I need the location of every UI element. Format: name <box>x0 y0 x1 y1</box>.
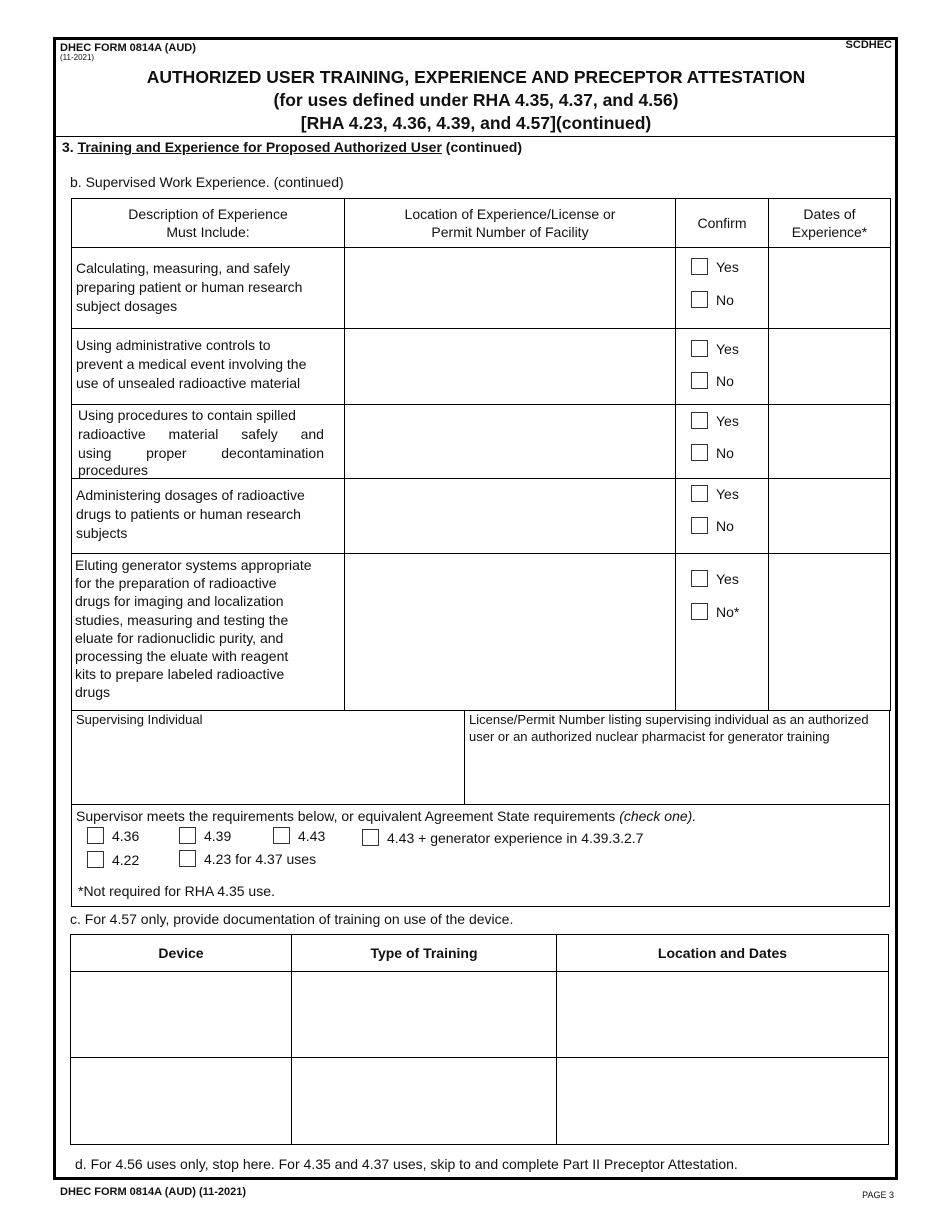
confirm-no-5[interactable]: No* <box>691 603 739 620</box>
device-training-table <box>70 934 889 1145</box>
checkbox-4-43-generator[interactable] <box>362 829 379 846</box>
license-permit-input[interactable] <box>467 764 887 802</box>
checkbox-yes-4[interactable] <box>691 485 708 502</box>
checkbox-4-22[interactable] <box>87 851 104 868</box>
checkbox-4-36[interactable] <box>87 827 104 844</box>
form-revision: (11-2021) <box>60 53 95 62</box>
checkbox-no-4[interactable] <box>691 517 708 534</box>
header-location-and-dates: Location and Dates <box>557 935 889 972</box>
title-divider <box>56 136 896 137</box>
part-b-label: b. Supervised Work Experience. (continued) <box>70 174 344 190</box>
confirm-yes-5[interactable]: Yes <box>691 570 739 587</box>
location-input-3[interactable] <box>345 405 676 479</box>
footer-page-number: PAGE 3 <box>862 1190 894 1200</box>
section-number: 3. <box>62 139 74 155</box>
header-type-of-training: Type of Training <box>292 935 557 972</box>
dates-input-2[interactable] <box>769 329 891 405</box>
agency-name: SCDHEC <box>845 39 892 51</box>
location-dates-input-1[interactable] <box>557 972 889 1058</box>
confirm-no-2[interactable]: No <box>691 372 734 389</box>
location-dates-input-2[interactable] <box>557 1058 889 1145</box>
device-input-2[interactable] <box>71 1058 292 1145</box>
check-one-note: (check one). <box>619 808 697 824</box>
table-header-row <box>72 199 891 248</box>
form-title-line-1: AUTHORIZED USER TRAINING, EXPERIENCE AND PRECEPTOR ATTESTATION <box>146 67 806 87</box>
supervisor-statement: Supervisor meets the requirements below, or equivalent Agreement State requirements (check one). <box>76 808 697 824</box>
checkbox-yes-3[interactable] <box>691 412 708 429</box>
license-permit-label: License/Permit Number listing supervising individual as an authorized user or an authorized nuclear pharmacist for generator training <box>469 712 869 744</box>
dates-input-4[interactable] <box>769 479 891 554</box>
checkbox-no-3[interactable] <box>691 444 708 461</box>
location-input-5[interactable] <box>345 554 676 711</box>
confirm-yes-1[interactable]: Yes <box>691 258 739 275</box>
row-3-line-2 <box>78 425 324 444</box>
form-id: DHEC FORM 0814A (AUD) <box>60 42 196 54</box>
row-1-description: Calculating, measuring, and safely preparing patient or human research subject dosages <box>76 260 303 314</box>
dates-input-5[interactable] <box>769 554 891 711</box>
checkbox-4-43[interactable] <box>273 827 290 844</box>
confirm-yes-3[interactable]: Yes <box>691 412 739 429</box>
justified-word: safely <box>241 426 278 442</box>
confirm-yes-4[interactable]: Yes <box>691 485 739 502</box>
footer-form-id: DHEC FORM 0814A (AUD) (11-2021) <box>60 1186 247 1198</box>
header-description: Description of Experience Must Include: <box>72 199 345 248</box>
justified-word: and <box>300 426 324 442</box>
device-table-header <box>71 935 889 972</box>
header-device: Device <box>71 935 292 972</box>
justified-word: radioactive <box>78 426 146 442</box>
training-type-input-1[interactable] <box>292 972 557 1058</box>
location-input-2[interactable] <box>345 329 676 405</box>
row-3-description: Using procedures to contain spilled radioactive material safely and using proper decontamination procedures <box>78 407 324 478</box>
option-4-39[interactable]: 4.39 <box>179 827 231 844</box>
location-input-1[interactable] <box>345 248 676 329</box>
checkbox-4-23[interactable] <box>179 850 196 867</box>
header-dates: Dates of Experience* <box>769 199 891 248</box>
justified-word: using <box>78 445 112 461</box>
section-heading <box>62 139 522 155</box>
confirm-no-1[interactable]: No <box>691 291 734 308</box>
confirm-yes-2[interactable]: Yes <box>691 340 739 357</box>
supervising-divider <box>464 710 465 805</box>
checkbox-4-39[interactable] <box>179 827 196 844</box>
training-type-input-2[interactable] <box>292 1058 557 1145</box>
confirm-no-3[interactable]: No <box>691 444 734 461</box>
option-4-43-generator[interactable]: 4.43 + generator experience in 4.39.3.2.7 <box>362 829 643 846</box>
confirm-no-4[interactable]: No <box>691 517 734 534</box>
option-4-22[interactable]: 4.22 <box>87 851 139 868</box>
option-4-43[interactable]: 4.43 <box>273 827 325 844</box>
justified-word: material <box>168 426 219 442</box>
justified-word: proper <box>146 445 187 461</box>
table-row <box>71 1058 889 1145</box>
part-d-label: d. For 4.56 uses only, stop here. For 4.35 and 4.37 uses, skip to and complete Part II Preceptor Attestation. <box>75 1156 738 1172</box>
checkbox-yes-1[interactable] <box>691 258 708 275</box>
location-input-4[interactable] <box>345 479 676 554</box>
justified-word: decontamination <box>221 445 324 461</box>
form-title-line-3: [RHA 4.23, 4.36, 4.39, and 4.57](continued) <box>300 113 652 133</box>
header-confirm: Confirm <box>676 199 769 248</box>
part-c-label: c. For 4.57 only, provide documentation of training on use of the device. <box>70 911 514 927</box>
checkbox-no-5[interactable] <box>691 603 708 620</box>
checkbox-yes-2[interactable] <box>691 340 708 357</box>
section-suffix: (continued) <box>445 139 523 155</box>
footnote: *Not required for RHA 4.35 use. <box>78 883 275 899</box>
option-4-23[interactable]: 4.23 for 4.37 uses <box>179 850 316 867</box>
section-title: Training and Experience for Proposed Authorized User <box>77 139 442 155</box>
table-row <box>71 972 889 1058</box>
form-title-line-2: (for uses defined under RHA 4.35, 4.37, and 4.56) <box>273 90 679 110</box>
checkbox-yes-5[interactable] <box>691 570 708 587</box>
row-2-description: Using administrative controls to prevent a medical event involving the use of unsealed radioactive material <box>76 337 307 391</box>
header-location: Location of Experience/License or Permit Number of Facility <box>345 199 676 248</box>
option-4-36[interactable]: 4.36 <box>87 827 139 844</box>
supervising-individual-input[interactable] <box>74 726 462 802</box>
checkbox-no-2[interactable] <box>691 372 708 389</box>
row-4-description: Administering dosages of radioactive drugs to patients or human research subjects <box>76 487 305 541</box>
dates-input-3[interactable] <box>769 405 891 479</box>
supervising-individual-label: Supervising Individual <box>76 712 203 727</box>
checkbox-no-1[interactable] <box>691 291 708 308</box>
row-5-description: Eluting generator systems appropriate for the preparation of radioactive drugs for imaging and localization studies, measuring and testing the eluate for radionuclidic purity, and processing the eluate with reagent kits to prepare labeled radioactive drugs <box>75 557 312 701</box>
device-input-1[interactable] <box>71 972 292 1058</box>
dates-input-1[interactable] <box>769 248 891 329</box>
